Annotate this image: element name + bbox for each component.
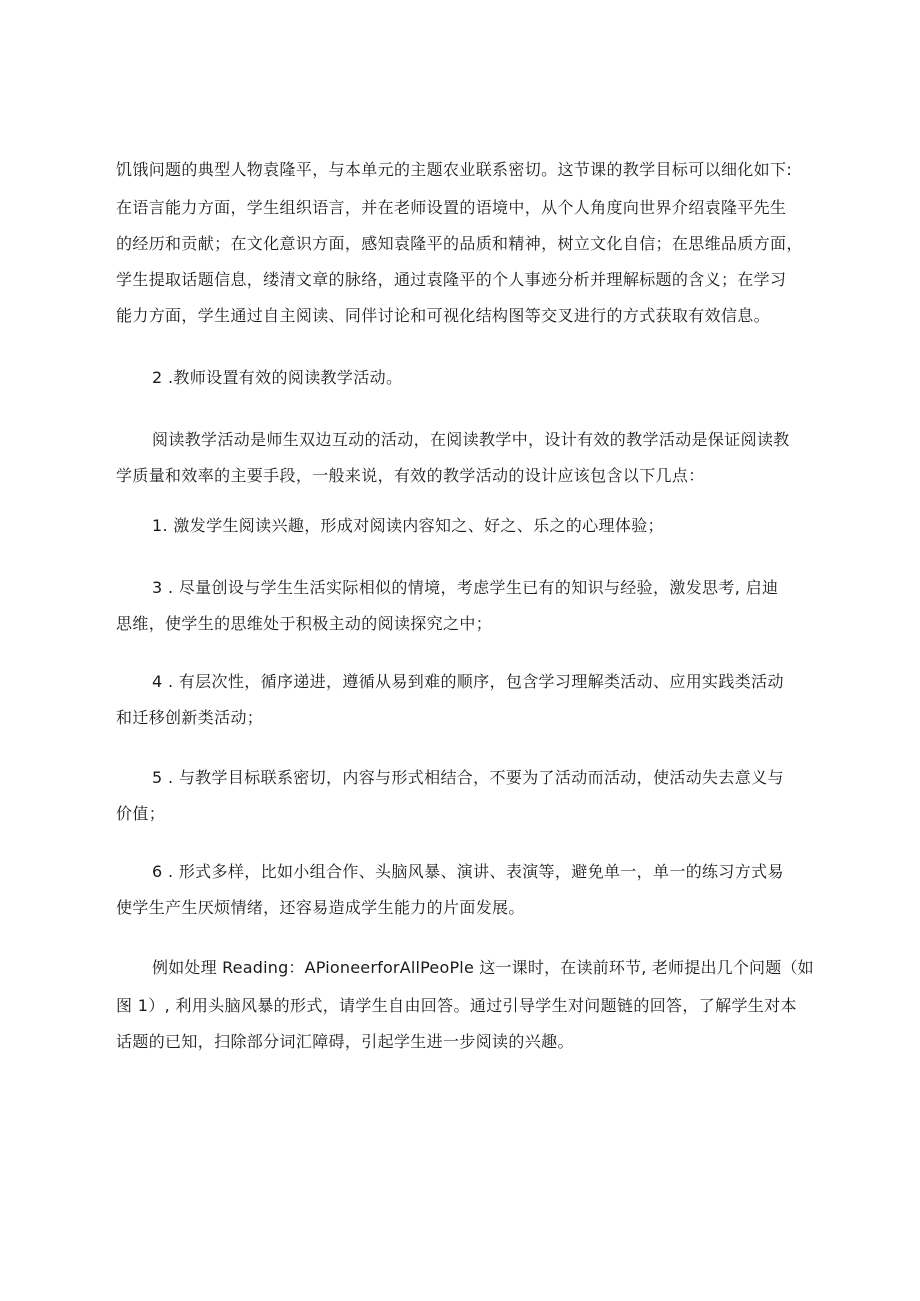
paragraph-objectives-line-4: 学生提取话题信息，缕清文章的脉络，通过袁隆平的个人事迹分析并理解标题的含义；在学习	[116, 270, 787, 289]
list-item-5-line-2: 价值；	[116, 804, 166, 823]
list-item-6-line-2: 使学生产生厌烦情绪，还容易造成学生能力的片面发展。	[116, 898, 525, 917]
list-item-4-line-1: 4 . 有层次性，循序递进，遵循从易到难的顺序，包含学习理解类活动、应用实践类活动	[152, 672, 784, 691]
paragraph-example-line-3: 话题的已知，扫除部分词汇障碍，引起学生进一步阅读的兴趣。	[116, 1032, 574, 1051]
section-heading: 2 .教师设置有效的阅读教学活动。	[152, 368, 403, 387]
paragraph-example-line-2: 图 1）, 利用头脑风暴的形式，请学生自由回答。通过引导学生对问题链的回答，了解学生对本	[116, 996, 797, 1015]
list-item-1-line-1: 1. 激发学生阅读兴趣，形成对阅读内容知之、好之、乐之的心理体验；	[152, 516, 664, 535]
paragraph-objectives-line-2: 在语言能力方面，学生组织语言，并在老师设置的语境中，从个人角度向世界介绍袁隆平先生	[116, 198, 787, 217]
paragraph-example-line-1: 例如处理 Reading：APioneerforAllPeoPle 这一课时，在读前环节, 老师提出几个问题（如	[152, 958, 814, 977]
list-item-3-line-2: 思维，使学生的思维处于积极主动的阅读探究之中；	[116, 614, 493, 633]
paragraph-objectives-line-5: 能力方面，学生通过自主阅读、同伴讨论和可视化结构图等交叉进行的方式获取有效信息。	[116, 306, 771, 325]
paragraph-intro-line-1: 阅读教学活动是师生双边互动的活动，在阅读教学中，设计有效的教学活动是保证阅读教	[152, 430, 790, 449]
list-item-5-line-1: 5 . 与教学目标联系密切，内容与形式相结合，不要为了活动而活动，使活动失去意义与	[152, 768, 784, 787]
list-item-4-line-2: 和迁移创新类活动；	[116, 708, 264, 727]
list-item-6-line-1: 6 . 形式多样，比如小组合作、头脑风暴、演讲、表演等，避免单一，单一的练习方式易	[152, 862, 784, 881]
paragraph-objectives-line-3: 的经历和贡献；在文化意识方面，感知袁隆平的品质和精神，树立文化自信；在思维品质方面，	[116, 234, 803, 253]
paragraph-intro-line-2: 学质量和效率的主要手段，一般来说，有效的教学活动的设计应该包含以下几点：	[116, 466, 705, 485]
paragraph-objectives-line-1: 饥饿问题的典型人物袁隆平，与本单元的主题农业联系密切。这节课的教学目标可以细化如下:	[116, 160, 793, 179]
list-item-3-line-1: 3 . 尽量创设与学生生活实际相似的情境，考虑学生已有的知识与经验，激发思考, 启迪	[152, 578, 779, 597]
